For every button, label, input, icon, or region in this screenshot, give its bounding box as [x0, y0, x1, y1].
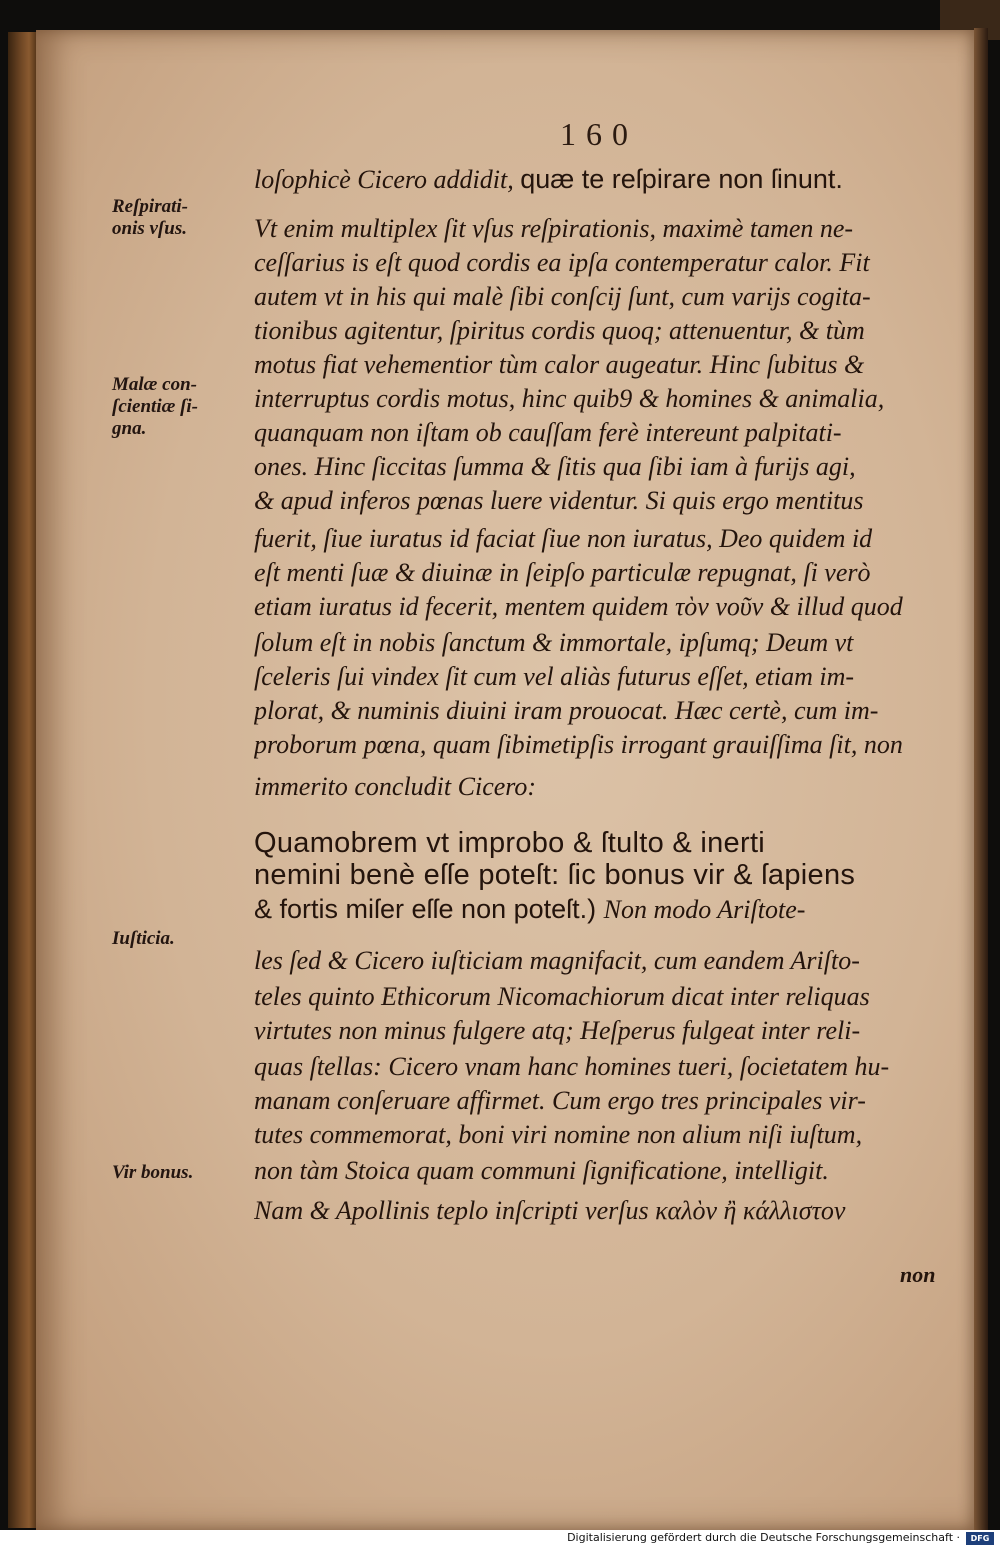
marginal-note-line: Iuſticia. [112, 928, 175, 949]
text-run: Quamobrem vt improbo & ſtulto & inerti [254, 827, 766, 859]
text-run: ſolum eſt in nobis ſanctum & immortale, ipſumq; Deum vt [254, 628, 854, 657]
text-run: & fortis miſer eſſe non poteſt.) [254, 894, 604, 924]
text-line [254, 522, 964, 556]
text-run: fuerit, ſiue iuratus id faciat ſiue non iuratus, Deo quidem id [254, 524, 873, 553]
text-line [254, 590, 964, 624]
text-line [254, 660, 964, 694]
footer-credit: Digitalisierung gefördert durch die Deutsche Forschungsgemeinschaft · [567, 1531, 960, 1544]
text-line [254, 382, 964, 416]
text-line [254, 450, 964, 484]
text-line [254, 728, 964, 762]
catchword: non [900, 1262, 936, 1287]
text-line [254, 770, 964, 804]
marginal-note-line: onis vſus. [112, 218, 187, 239]
text-run: & apud inferos pœnas luere videntur. Si quis ergo mentitus [254, 486, 864, 515]
text-line [254, 980, 964, 1014]
text-run: quas ſtellas: Cicero vnam hanc homines tueri, ſocietatem hu- [254, 1052, 890, 1081]
text-run: nemini benè eſſe poteſt: ſic bonus vir & ſapiens [254, 859, 856, 891]
text-line [254, 892, 964, 927]
text-line [254, 1154, 964, 1188]
marginal-note [112, 928, 240, 950]
text-run: Non modo Ariſtote- [603, 895, 806, 924]
text-run: proborum pœna, quam ſibimetipſis irrogant grauiſſima ſit, non [254, 730, 903, 759]
text-line [254, 280, 964, 314]
text-run: Nam & Apollinis teplo inſcripti verſus καλὸν ἢ κάλλιστον [254, 1196, 846, 1225]
book-edge [8, 32, 38, 1528]
text-line [254, 348, 964, 382]
text-run: non tàm Stoica quam communi ſignificatione, intelligit. [254, 1156, 829, 1185]
text-line [254, 1014, 964, 1048]
text-run: virtutes non minus fulgere atq; Heſperus fulgeat inter reli- [254, 1016, 861, 1045]
text-run: ones. Hinc ſiccitas ſumma & ſitis qua ſibi iam à furijs agi, [254, 452, 856, 481]
text-run: ſceleris ſui vindex ſit cum vel aliàs futurus eſſet, etiam im- [254, 662, 855, 691]
text-run: motus fiat vehementior tùm calor augeatur. Hinc ſubitus & [254, 350, 865, 379]
marginal-note [112, 196, 240, 240]
text-run: quanquam non iſtam ob cauſſam ferè intereunt palpitati- [254, 418, 842, 447]
text-line [254, 1050, 964, 1084]
text-run: tionibus agitentur, ſpiritus cordis quoq; attenuentur, & tùm [254, 316, 865, 345]
marginal-note-line: Vir bonus. [112, 1162, 194, 1183]
dfg-logo: DFG [966, 1532, 994, 1545]
marginal-note-line: Reſpirati- [112, 196, 188, 217]
text-line [254, 416, 964, 450]
text-run: loſophicè Cicero addidit, [254, 165, 521, 194]
text-run: etiam iuratus id fecerit, mentem quidem τὸν νοῦν & illud quod [254, 592, 903, 621]
text-run: les ſed & Cicero iuſticiam magnifacit, cum eandem Ariſto- [254, 946, 860, 975]
text-run: quæ te reſpirare non ſinunt. [520, 164, 843, 194]
text-run: immerito concludit Cicero: [254, 772, 537, 801]
text-line [254, 694, 964, 728]
text-run: eſt menti ſuæ & diuinæ in ſeipſo particulæ repugnat, ſi verò [254, 558, 871, 587]
text-run: tutes commemorat, boni viri nomine non alium niſi iuſtum, [254, 1120, 863, 1149]
text-line [254, 1194, 964, 1228]
text-run: teles quinto Ethicorum Nicomachiorum dicat inter reliquas [254, 982, 870, 1011]
text-line [254, 626, 964, 660]
text-line [254, 826, 964, 860]
marginal-note [112, 1162, 240, 1184]
text-line [254, 484, 964, 518]
text-run: Vt enim multiplex ſit vſus reſpirationis, maximè tamen ne- [254, 214, 854, 243]
text-run: plorat, & numinis diuini iram prouocat. Hæc certè, cum im- [254, 696, 879, 725]
text-line [254, 246, 964, 280]
marginal-note-line: gna. [112, 418, 147, 439]
text-line [254, 212, 964, 246]
text-line [254, 162, 964, 197]
text-line [254, 1118, 964, 1152]
marginal-note [112, 374, 240, 440]
text-line [254, 944, 964, 978]
text-run: ceſſarius is eſt quod cordis ea ipſa contemperatur calor. Fit [254, 248, 870, 277]
text-line [254, 858, 964, 892]
text-run: manam conſeruare affirmet. Cum ergo tres principales vir- [254, 1086, 866, 1115]
marginal-note-line: ſcientiæ ſi- [112, 396, 199, 417]
marginal-note-line: Malæ con- [112, 374, 197, 395]
text-line [254, 314, 964, 348]
text-line [254, 1084, 964, 1118]
text-run: autem vt in his qui malè ſibi conſcij ſunt, cum varijs cogita- [254, 282, 871, 311]
page-edge [974, 28, 988, 1532]
text-run: interruptus cordis motus, hinc quib9 & homines & animalia, [254, 384, 885, 413]
text-line [254, 556, 964, 590]
page-number: 160 [560, 116, 638, 152]
